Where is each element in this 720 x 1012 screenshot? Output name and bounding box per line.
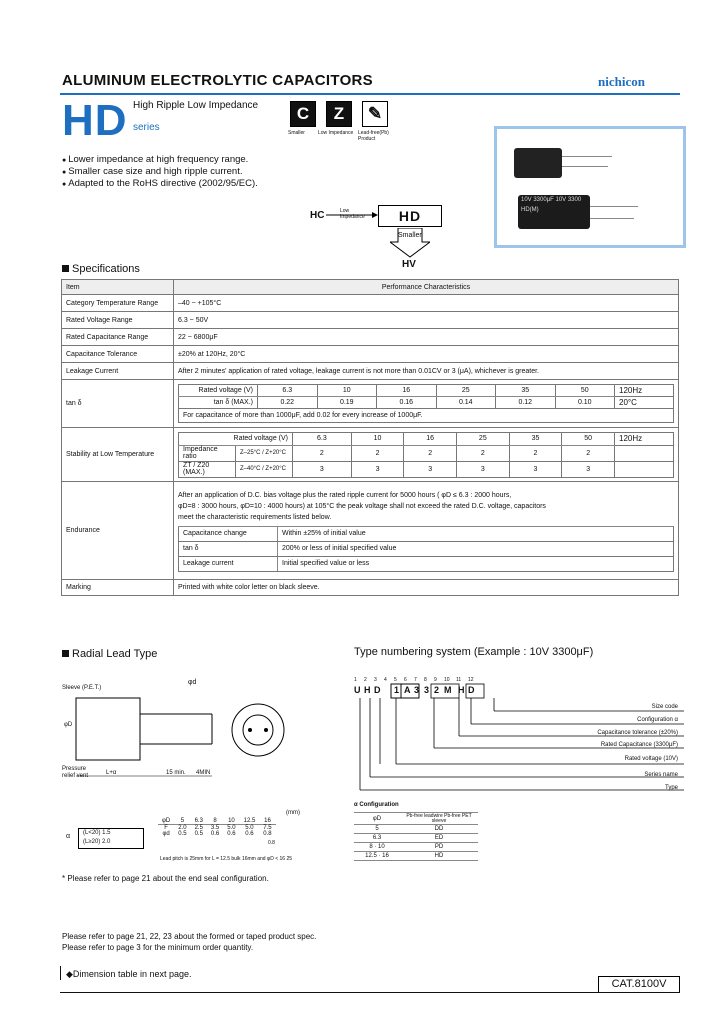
dim-col: 5 [180, 818, 185, 824]
dimension-table-note: ◆Dimension table in next page. [66, 969, 192, 979]
catalog-number: CAT.8100V [598, 976, 680, 993]
tan-row-label: Rated voltage (V) [179, 385, 258, 397]
dim-row-label: φD [162, 818, 171, 824]
dim-col: 16 [264, 818, 271, 824]
dim-value: 0.8 [263, 831, 272, 837]
alpha-symbol: α [66, 833, 71, 840]
tan-table [178, 384, 674, 423]
series-subtitle: High Ripple Low Impedance [133, 100, 259, 111]
specifications-title [62, 263, 140, 275]
code-index: 2 [364, 677, 367, 683]
cfg-head: φD [354, 813, 400, 825]
dim-value: 0.5 [178, 831, 187, 837]
code-legend: Series name [644, 772, 678, 778]
tan-voltage: 35 [496, 385, 556, 397]
spec-row [62, 346, 679, 363]
code-index: 8 [424, 677, 427, 683]
lead-free-icon: ✎ [362, 101, 388, 127]
series-code: HD [62, 96, 128, 145]
radial-lead-drawing [62, 676, 332, 798]
dim-row-label: φd [162, 831, 170, 837]
endurance-value: Initial specified value or less [278, 556, 674, 571]
spec-row [62, 580, 679, 596]
spec-row [62, 295, 679, 312]
spec-row-tan [62, 380, 679, 428]
spec-col-item: Item [62, 280, 174, 295]
tan-cond: 120Hz [615, 385, 674, 397]
type-numbering-title: Type numbering system (Example : 10V 3300μF) [354, 646, 594, 658]
stability-voltage: 25 [457, 432, 510, 445]
icon-label: Smaller [288, 130, 305, 136]
dim-value: 3.5 [210, 825, 220, 831]
icon-label: Lead-free(Pb) Product [358, 130, 389, 142]
stability-voltage: 16 [404, 432, 457, 445]
ratio-value: 2 [562, 445, 615, 461]
dim-col: 12.5 [243, 818, 256, 824]
spec-col-perf: Performance Characteristics [174, 280, 679, 295]
endurance-text: After an application of D.C. bias voltage plus the rated ripple current for 5000 hours ( φD ≤ 6.3 : 2000 hours, [178, 491, 512, 499]
lineage-current: HD [378, 205, 442, 227]
spec-value: ±20% at 120Hz, 20°C [174, 346, 679, 363]
lead-wire [562, 166, 608, 167]
endurance-item: tan δ [179, 541, 278, 556]
lead-wire [562, 156, 612, 157]
code-char: H [364, 685, 372, 695]
cfg-code: PD [400, 843, 478, 852]
code-legend: Rated Capacitance (3300μF) [600, 742, 678, 748]
spec-item: Stability at Low Temperature [62, 428, 174, 482]
code-legend: Configuration α [637, 717, 678, 723]
specifications-title-text: Specifications [72, 263, 140, 275]
dim-value: 7.5 [263, 825, 272, 831]
tan-row-label: tan δ (MAX.) [179, 397, 258, 409]
stability-voltage: 6.3 [293, 432, 352, 445]
code-index: 5 [394, 677, 397, 683]
spec-item: Rated Capacitance Range [62, 329, 174, 346]
configuration-title: α Configuration [354, 802, 399, 808]
spec-value: After 2 minutes' application of rated voltage, leakage current is not more than 0.01CV or 3 (μA), whichever is greater. [174, 363, 679, 380]
ratio-label: Impedance ratio [179, 445, 236, 461]
dim-col: 6.3 [194, 818, 203, 824]
code-index: 6 [404, 677, 407, 683]
cfg-size: 6.3 [354, 834, 400, 843]
lineage-to: HV [402, 259, 416, 270]
lead-wire [590, 218, 634, 219]
tan-value: 0.19 [317, 397, 377, 409]
lead-length-label: 4MIN [196, 770, 211, 776]
stability-voltage: 10 [351, 432, 404, 445]
stability-freq: 120Hz [615, 432, 674, 445]
spec-row-endurance [62, 482, 679, 580]
endurance-text: meet the characteristic requirements listed below. [178, 513, 332, 521]
end-seal-note: * Please refer to page 21 about the end seal configuration. [62, 874, 269, 883]
configuration-table [354, 812, 478, 861]
dim-alt-value: 0.8 [268, 840, 275, 846]
endurance-cell [174, 482, 679, 580]
dim-value: 2.0 [178, 825, 187, 831]
radial-title-text: Radial Lead Type [72, 648, 158, 660]
cfg-code: DD [400, 825, 478, 834]
endurance-item: Leakage current [179, 556, 278, 571]
tan-note: For capacitance of more than 1000μF, add 0.02 for every increase of 1000μF. [179, 409, 674, 423]
ratio-value: 2 [509, 445, 562, 461]
spec-item: Capacitance Tolerance [62, 346, 174, 363]
ratio-value: 3 [509, 461, 562, 477]
spec-item: Endurance [62, 482, 174, 580]
footer-rule [60, 992, 680, 993]
product-photo [494, 126, 686, 248]
cfg-size: 5 [354, 825, 400, 834]
smaller-icon: C [290, 101, 316, 127]
endurance-text: φD=8 : 3000 hours, φD=10 : 4000 hours) at 105°C the peak voltage shall not exceed the rated D.C. voltage, capacitors [178, 502, 546, 510]
dim-col: 8 [213, 818, 217, 824]
brand-logo: nichicon [598, 74, 645, 89]
tan-voltage: 50 [555, 385, 615, 397]
cfg-code: HD [400, 852, 478, 861]
spec-item: Marking [62, 580, 174, 596]
code-char: 1 [394, 685, 401, 695]
min-label: 15 min. [166, 770, 186, 776]
diameter-label: φD [64, 722, 73, 728]
spec-item: Category Temperature Range [62, 295, 174, 312]
refer-note: Please refer to page 21, 22, 23 about the formed or taped product spec. [62, 932, 317, 941]
series-word: series [133, 122, 160, 133]
endurance-item: Capacitance change [179, 526, 278, 541]
unit-label: (mm) [286, 810, 300, 816]
dim-col: 10 [228, 818, 235, 824]
endurance-value: Within ±25% of initial value [278, 526, 674, 541]
cfg-size: 12.5 · 16 [354, 852, 400, 861]
tan-value: 0.10 [555, 397, 615, 409]
lineage-from: HC [310, 210, 325, 221]
tan-voltage: 25 [436, 385, 496, 397]
header-rule [60, 93, 680, 95]
feature-item: ● Lower impedance at high frequency range. [62, 154, 258, 166]
code-index: 7 [414, 677, 417, 683]
cfg-code: ED [400, 834, 478, 843]
spec-row [62, 329, 679, 346]
dim-value: 5.0 [227, 825, 236, 831]
sleeve-print: HD(M) [521, 207, 539, 213]
ratio-value: 3 [404, 461, 457, 477]
code-char [478, 685, 488, 695]
lead-diameter-label: φd [188, 679, 197, 686]
spec-row-stability [62, 428, 679, 482]
endurance-value: 200% or less of initial specified value [278, 541, 674, 556]
ratio-cond: Z–25°C / Z+20°C [236, 445, 293, 461]
ratio-value: 3 [457, 461, 510, 477]
code-index: 12 [468, 677, 474, 683]
lineage-from-note: Low Impedance [340, 208, 365, 220]
tan-value: 0.14 [436, 397, 496, 409]
ratio-value: 3 [351, 461, 404, 477]
ratio-sub-label: ZT / Z20 (MAX.) [179, 461, 236, 477]
end-seal-note-text: Please refer to page 21 about the end seal configuration. [67, 874, 269, 883]
dim-value: 0.6 [210, 831, 220, 837]
dim-value: 0.5 [194, 831, 203, 837]
radial-title [62, 648, 157, 660]
alpha-rule: (L≥20) 2.0 [83, 839, 111, 845]
icon-label: Low Impedance [318, 130, 354, 136]
code-legend: Capacitance tolerance (±20%) [597, 730, 678, 736]
low-impedance-icon: Z [326, 101, 352, 127]
spec-table [61, 279, 679, 596]
code-index: 4 [384, 677, 387, 683]
tan-cell [174, 380, 679, 428]
feature-item: ● Adapted to the RoHS directive (2002/95/EC). [62, 178, 258, 190]
spec-header-row [62, 280, 679, 295]
endurance-table [178, 526, 674, 572]
tan-voltage: 10 [317, 385, 377, 397]
type-code [354, 685, 488, 695]
capacitor-large-image [518, 195, 590, 229]
stability-voltage: 50 [562, 432, 615, 445]
code-indices [354, 677, 514, 683]
ratio-value: 2 [404, 445, 457, 461]
tan-voltage: 16 [377, 385, 437, 397]
ratio-value: 2 [293, 445, 352, 461]
code-index: 3 [374, 677, 377, 683]
tan-value: 0.22 [258, 397, 318, 409]
spec-value: –40 ~ +105°C [174, 295, 679, 312]
code-char: 3 [414, 685, 421, 695]
code-char: D [468, 685, 476, 695]
code-char: U [354, 685, 362, 695]
code-legend: Size code [651, 704, 678, 710]
ratio-cond: Z–40°C / Z+20°C [236, 461, 293, 477]
spec-item: tan δ [62, 380, 174, 428]
page-title: ALUMINUM ELECTROLYTIC CAPACITORS [62, 72, 373, 89]
dim-row-label: F [164, 825, 168, 831]
code-char: 3 [424, 685, 431, 695]
sleeve-label: Sleeve (P.E.T.) [62, 685, 102, 691]
spec-row [62, 363, 679, 380]
stability-cell [174, 428, 679, 482]
spec-value: 22 ~ 6800μF [174, 329, 679, 346]
code-char: 2 [434, 685, 441, 695]
dim-value: 2.5 [194, 825, 203, 831]
code-index: 1 [354, 677, 357, 683]
code-char: D [374, 685, 382, 695]
code-char: M [444, 685, 453, 695]
code-index: 11 [456, 677, 462, 683]
ratio-value: 2 [457, 445, 510, 461]
dimension-table [158, 818, 276, 837]
feature-item: ● Smaller case size and high ripple current. [62, 166, 258, 178]
vent-label: Pressure relief vent [62, 766, 89, 779]
code-char: A [404, 685, 412, 695]
spec-item: Rated Voltage Range [62, 312, 174, 329]
spec-value: 6.3 ~ 50V [174, 312, 679, 329]
sleeve-print: 10V 3300μF 10V 3300 [521, 197, 582, 203]
code-legend: Type [664, 785, 678, 791]
ratio-value: 3 [293, 461, 352, 477]
ratio-value: 2 [351, 445, 404, 461]
feature-list [62, 154, 258, 190]
footer-mark [60, 966, 61, 980]
cfg-head: Pb-free leadwire Pb-free PET sleeve [400, 813, 478, 825]
alpha-rules [78, 828, 144, 849]
lead-pitch-note: Lead pitch is 25mm for L = 12.5 bulk 16mm and φD < 16 25 [160, 856, 293, 862]
cfg-size: 8 · 10 [354, 843, 400, 852]
spec-value: Printed with white color letter on black sleeve. [174, 580, 679, 596]
ratio-value: 3 [562, 461, 615, 477]
stability-row-label: Rated voltage (V) [179, 432, 293, 445]
refer-note: Please refer to page 3 for the minimum order quantity. [62, 943, 254, 952]
lineage-arrow-note: Smaller [398, 232, 422, 239]
code-legend: Rated voltage (10V) [624, 756, 678, 762]
code-index: 9 [434, 677, 437, 683]
code-index: 10 [444, 677, 450, 683]
lead-wire [590, 206, 638, 207]
tan-value: 0.12 [496, 397, 556, 409]
dim-value: 0.6 [245, 831, 254, 837]
spec-item: Leakage Current [62, 363, 174, 380]
spec-row [62, 312, 679, 329]
tan-voltage: 6.3 [258, 385, 318, 397]
capacitor-small-image [514, 148, 562, 178]
tan-cond: 20°C [615, 397, 674, 409]
dim-value: 0.6 [227, 831, 236, 837]
stability-table [178, 432, 674, 478]
stability-voltage: 35 [509, 432, 562, 445]
tan-value: 0.16 [377, 397, 437, 409]
dim-value: 5.0 [245, 825, 254, 831]
lineage-arrow-right [326, 212, 378, 218]
length-label: L+α [106, 770, 117, 776]
code-char: H [458, 685, 466, 695]
alpha-rule: (L<20) 1.5 [83, 830, 111, 836]
